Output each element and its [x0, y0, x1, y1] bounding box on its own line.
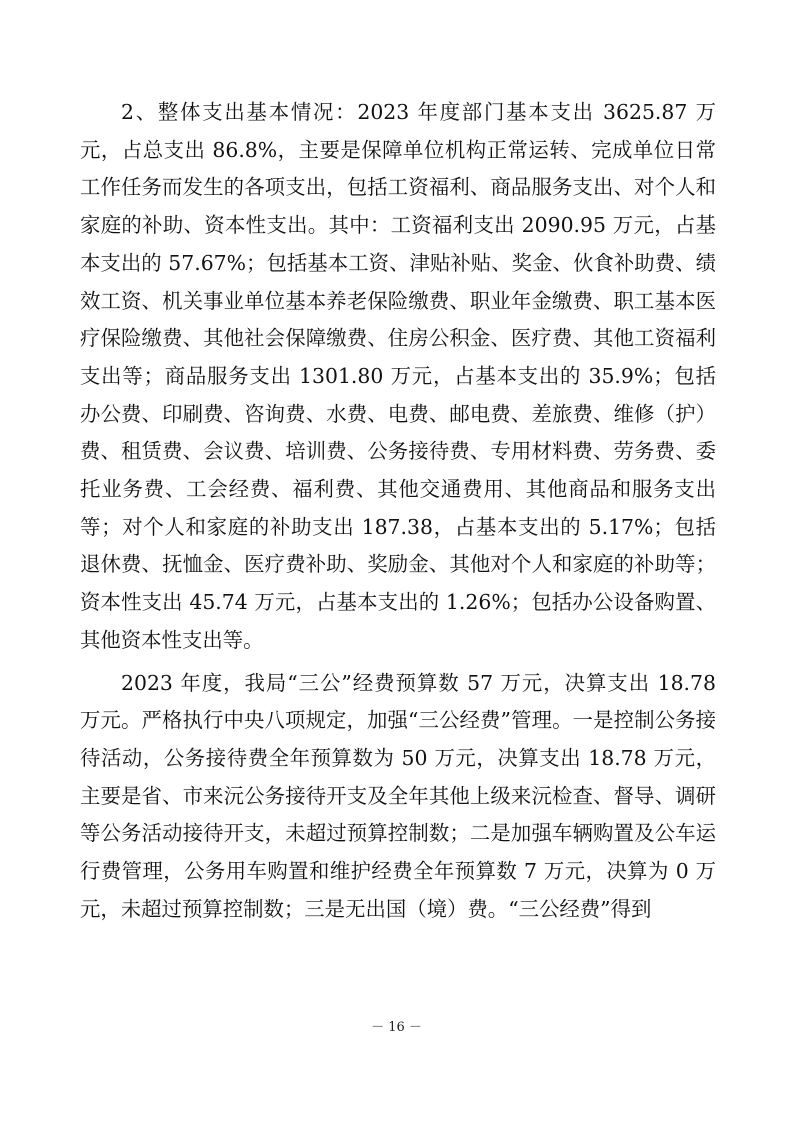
paragraph-three-public-expenses: 2023 年度，我局“三公”经费预算数 57 万元，决算支出 18.78 万元。严格执行中央八项规定，加强“三公经费”管理。一是控制公务接待活动，公务接待费全年预算数为 50 万元，决算支出 18.78 万元，主要是省、市来沅公务接待开支及全年其他上级来沅检查、督导、调研等公务活动接待开支，未超过预算控制数；二是加强车辆购置及公车运行费管理，公务用车购置和维护经费全年预算数 7 万元，决算为 0 万元，未超过预算控制数；三是无出国（境）费。“三公经费”得到 — [80, 670, 716, 921]
paragraph-basic-expenditure: 2、整体支出基本情况：2023 年度部门基本支出 3625.87 万元，占总支出 86.8%，主要是保障单位机构正常运转、完成单位日常工作任务而发生的各项支出，包括工资福利、商品服务支出、对个人和家庭的补助、资本性支出。其中：工资福利支出 2090.95 万元，占基本支出的 57.67%；包括基本工资、津贴补贴、奖金、伙食补助费、绩效工资、机关事业单位基本养老保险缴费、职业年金缴费、职工基本医疗保险缴费、其他社会保障缴费、住房公积金、医疗费、其他工资福利支出等；商品服务支出 1301.80 万元，占基本支出的 35.9%；包括办公费、印刷费、咨询费、水费、电费、邮电费、差旅费、维修（护）费、租赁费、会议费、培训费、公务接待费、专用材料费、劳务费、委托业务费、工会经费、福利费、其他交通费用、其他商品和服务支出等；对个人和家庭的补助支出 187.38，占基本支出的 5.17%；包括退休费、抚恤金、医疗费补助、奖励金、其他对个人和家庭的补助等；资本性支出 45.74 万元，占基本支出的 1.26%；包括办公设备购置、其他资本性支出等。 — [80, 100, 716, 652]
document-body — [80, 94, 716, 928]
page-number: － 16 － — [371, 1020, 422, 1035]
